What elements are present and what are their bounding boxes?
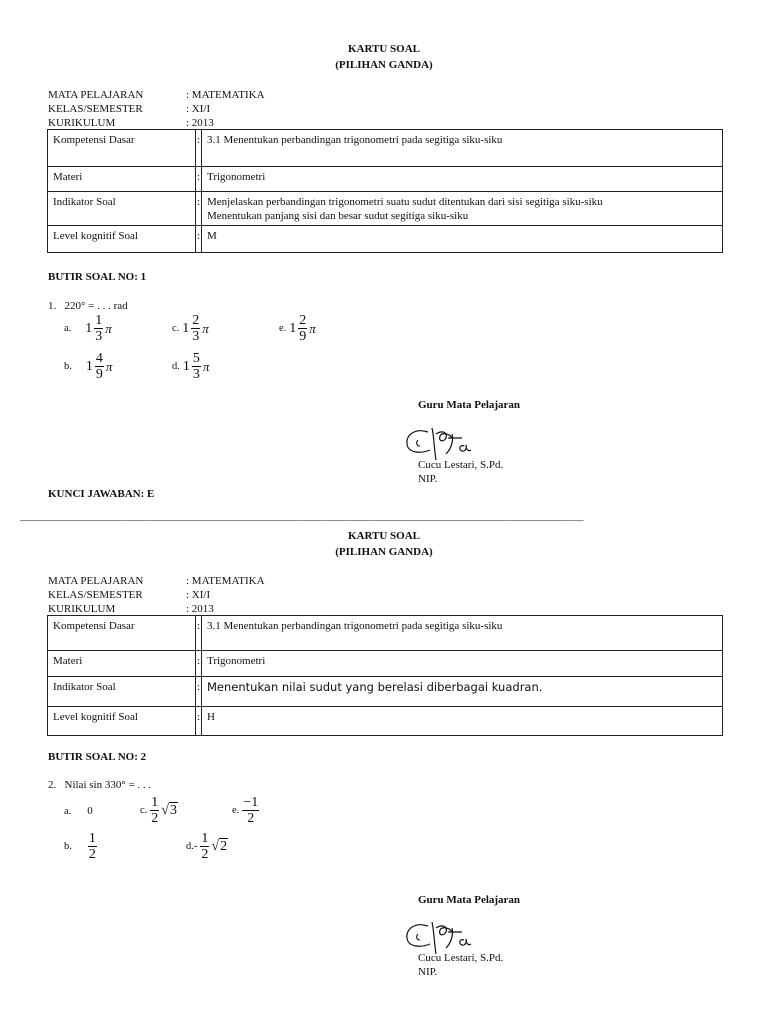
guru-label: Guru Mata Pelajaran <box>418 894 521 906</box>
mapel-label: MATA PELAJARAN <box>48 575 144 587</box>
option-label: b. <box>64 361 72 372</box>
materi-value: Trigonometri <box>202 651 723 677</box>
fraction <box>191 313 200 344</box>
pi-symbol: π <box>309 320 316 336</box>
option-a <box>64 313 112 344</box>
whole-number: 1 <box>289 320 297 336</box>
option-d <box>172 351 209 382</box>
card-title: KARTU SOAL <box>347 43 421 55</box>
kurikulum-value: : 2013 <box>186 603 214 615</box>
mapel-value: : MATEMATIKA <box>186 575 265 587</box>
colon: : <box>196 226 202 253</box>
fraction <box>200 831 209 862</box>
sqrt-symbol: √ <box>211 838 220 854</box>
radicand: 3 <box>169 802 177 818</box>
denominator: 2 <box>88 847 96 862</box>
option-b <box>64 351 112 382</box>
numerator: 1 <box>201 831 209 846</box>
question-text: 2. Nilai sin 330° = . . . <box>48 779 152 791</box>
kurikulum-value: : 2013 <box>186 117 214 129</box>
info-table <box>47 129 723 253</box>
mapel-value: : MATEMATIKA <box>186 89 265 101</box>
option-label: a. <box>64 805 72 817</box>
nip: NIP. <box>418 966 438 978</box>
colon: : <box>196 192 202 226</box>
option-label: c. <box>172 323 180 334</box>
numerator: 2 <box>192 313 200 328</box>
denominator: 2 <box>201 847 209 862</box>
option-d <box>186 831 228 862</box>
table-row <box>48 651 723 677</box>
level-value: M <box>202 226 723 253</box>
fraction <box>94 313 103 344</box>
table-row <box>48 677 723 707</box>
butir-soal: BUTIR SOAL NO: 1 <box>48 271 147 283</box>
numerator: 2 <box>299 313 307 328</box>
kd-label: Kompetensi Dasar <box>48 616 196 651</box>
indikator-line-1: Menjelaskan perbandingan trigonometri suatu sudut ditentukan dari sisi segitiga siku-siku <box>207 196 603 208</box>
kd-label: Kompetensi Dasar <box>48 130 196 167</box>
option-label: d. <box>172 361 180 372</box>
kurikulum-label: KURIKULUM <box>48 603 116 615</box>
denominator: 3 <box>192 329 200 344</box>
option-label: a. <box>64 323 72 334</box>
numerator: 1 <box>95 313 103 328</box>
option-b <box>64 831 97 862</box>
info-table <box>47 615 723 736</box>
option-label: b. <box>64 841 72 852</box>
level-label: Level kognitif Soal <box>48 707 196 736</box>
kd-value: 3.1 Menentukan perbandingan trigonometri pada segitiga siku-siku <box>202 616 723 651</box>
level-label: Level kognitif Soal <box>48 226 196 253</box>
kurikulum-label: KURIKULUM <box>48 117 116 129</box>
option-a <box>64 796 93 826</box>
denominator: 9 <box>299 329 307 344</box>
level-value: H <box>202 707 723 736</box>
option-c <box>140 795 178 826</box>
numerator: 1 <box>88 831 96 846</box>
pi-symbol: π <box>105 320 112 336</box>
materi-label: Materi <box>48 651 196 677</box>
kelas-value: : XI/I <box>186 103 211 115</box>
colon: : <box>196 707 202 736</box>
fraction <box>95 351 104 382</box>
sqrt-symbol: √ <box>161 802 169 818</box>
butir-soal: BUTIR SOAL NO: 2 <box>48 751 147 763</box>
card-title: KARTU SOAL <box>347 530 421 542</box>
denominator: 2 <box>242 810 259 826</box>
materi-label: Materi <box>48 167 196 192</box>
pi-symbol: π <box>105 358 113 374</box>
table-row <box>48 192 723 226</box>
fraction <box>298 313 307 344</box>
mapel-label: MATA PELAJARAN <box>48 89 144 101</box>
numerator: −1 <box>243 795 259 810</box>
whole-number: 1 <box>85 358 93 374</box>
fraction <box>192 351 201 382</box>
colon: : <box>196 677 202 707</box>
indikator-label: Indikator Soal <box>48 192 196 226</box>
question-text: 1. 220° = . . . rad <box>48 300 128 312</box>
option-label: c. <box>140 805 148 816</box>
kelas-label: KELAS/SEMESTER <box>48 589 143 601</box>
table-row <box>48 130 723 167</box>
colon: : <box>196 616 202 651</box>
indikator-line-2: Menentukan panjang sisi dan besar sudut segitiga siku-siku <box>207 210 469 222</box>
option-label: e. <box>232 805 240 816</box>
sqrt <box>161 803 178 819</box>
guru-name: Cucu Lestari, S.Pd. <box>418 952 504 964</box>
fraction <box>242 795 259 826</box>
card-separator: ________________________________________________________________________ <box>20 508 584 522</box>
option-c <box>172 313 209 344</box>
colon: : <box>196 167 202 192</box>
table-row <box>48 226 723 253</box>
option-label: d.- <box>186 841 198 852</box>
option-e <box>232 795 259 826</box>
radicand: 2 <box>220 838 228 854</box>
kelas-value: : XI/I <box>186 589 211 601</box>
denominator: 3 <box>95 329 103 344</box>
card-subtitle: (PILIHAN GANDA) <box>335 59 433 71</box>
numerator: 4 <box>95 351 103 366</box>
numerator: 5 <box>192 351 200 366</box>
kelas-label: KELAS/SEMESTER <box>48 103 143 115</box>
pi-symbol: π <box>202 320 209 336</box>
indikator-value <box>202 192 723 226</box>
nip: NIP. <box>418 473 438 485</box>
whole-number: 1 <box>85 320 93 336</box>
denominator: 2 <box>151 811 159 826</box>
option-e <box>279 313 316 344</box>
table-row <box>48 167 723 192</box>
table-row <box>48 707 723 736</box>
fraction <box>150 795 159 826</box>
colon: : <box>196 651 202 677</box>
option-value: 0 <box>87 805 93 817</box>
kd-value: 3.1 Menentukan perbandingan trigonometri pada segitiga siku-siku <box>202 130 723 167</box>
guru-label: Guru Mata Pelajaran <box>418 399 521 411</box>
numerator: 1 <box>151 795 159 810</box>
guru-name: Cucu Lestari, S.Pd. <box>418 459 504 471</box>
colon: : <box>196 130 202 167</box>
indikator-value: Menentukan nilai sudut yang berelasi diberbagai kuadran. <box>202 677 723 707</box>
indikator-label: Indikator Soal <box>48 677 196 707</box>
table-row <box>48 616 723 651</box>
fraction <box>88 831 97 862</box>
option-label: e. <box>279 323 287 334</box>
whole-number: 1 <box>182 358 190 374</box>
denominator: 9 <box>95 367 103 382</box>
sqrt <box>211 839 228 855</box>
whole-number: 1 <box>182 320 190 336</box>
card-subtitle: (PILIHAN GANDA) <box>335 546 433 558</box>
pi-symbol: π <box>202 358 210 374</box>
denominator: 3 <box>192 367 200 382</box>
materi-value: Trigonometri <box>202 167 723 192</box>
kunci-jawaban: KUNCI JAWABAN: E <box>48 488 155 500</box>
